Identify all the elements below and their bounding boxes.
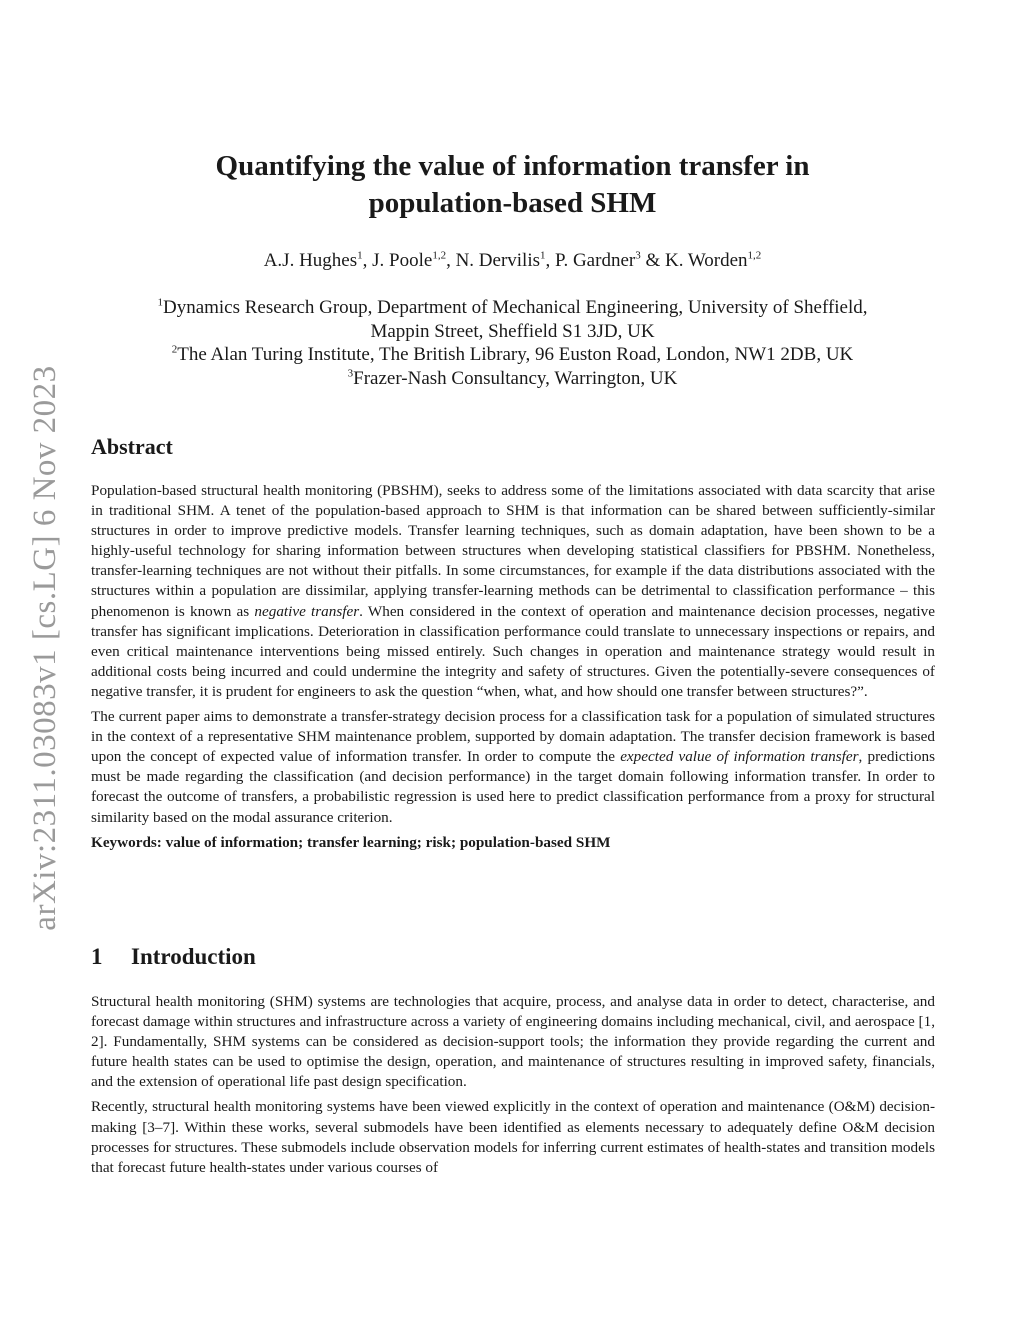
affiliation-mark: 2 <box>171 343 178 356</box>
section-title: Introduction <box>131 944 256 969</box>
text-run: , predictions must be made regarding the classification (and decision performance) in the target domain following information transfer. In order to forecast the outcome of transfers, a probabilistic regression is used here to predict classification performance from a proxy for structural similarity based on the modal assurance criterion. <box>91 748 936 826</box>
introduction-body <box>91 992 935 1183</box>
author-affiliation-mark: 1,2 <box>432 249 447 262</box>
text-run: The current paper aims to demonstrate a transfer-strategy decision process for a classification task for a population of simulated structures in the context of a representative SHM maintenance problem, supported by domain adaptation. The transfer decision framework is based upon the concept of expected value of information transfer. In order to compute the <box>91 708 935 766</box>
section-heading-introduction <box>91 944 256 970</box>
affiliation-1-address: Mappin Street, Sheffield S1 3JD, UK <box>370 320 655 342</box>
affiliation-2 <box>90 343 935 367</box>
author-affiliation-mark: 1 <box>357 249 363 262</box>
arxiv-identifier-stamp: arXiv:2311.03083v1 [cs.LG] 6 Nov 2023 <box>27 365 63 931</box>
intro-paragraph-1: Structural health monitoring (SHM) systems are technologies that acquire, process, and analyse data in order to detect, characterise, and forecast damage within structures and infrastructure across a variety of engineering domains including mechanical, civil, and aerospace [1, 2]. Fundamentally, SHM systems can be considered as decision-support tools; the information they provide regarding the current and future health states can be used to optimise the design, operation, and maintenance of structures resulting in improved safety, financials, and the extension of operational life past design specification. <box>91 993 935 1091</box>
paper-title <box>90 148 935 222</box>
author-name: K. Worden <box>664 250 748 271</box>
emphasis-negative-transfer: negative transfer <box>254 602 360 620</box>
affiliation-text: Dynamics Research Group, Department of Mechanical Engineering, University of Sheffield, <box>162 297 868 318</box>
affiliation-text: The Alan Turing Institute, The British Library, 96 Euston Road, London, NW1 2DB, UK <box>177 344 854 365</box>
title-line-1: Quantifying the value of information transfer in <box>215 150 810 182</box>
author-name: J. Poole <box>372 250 433 271</box>
text-run: Population-based structural health monitoring (PBSHM), seeks to address some of the limitations associated with data scarcity that arise in traditional SHM. A tenet of the population-based approach to SHM is that information can be shared between sufficiently-similar structures in order to improve predictive models. Transfer learning techniques, such as domain adaptation, have been shown to be a highly-useful technology for sharing information between structures when developing statistical classifiers for PBSHM. Nonetheless, transfer-learning techniques are not without their pitfalls. In some circumstances, for example if the data distributions associated with the structures within a population are dissimilar, applying transfer-learning methods can be detrimental to classification performance – this phenomenon is known as <box>91 482 935 620</box>
section-number: 1 <box>91 944 103 969</box>
author-name: P. Gardner <box>555 250 636 271</box>
abstract-paragraph-1 <box>91 481 935 702</box>
author-name: N. Dervilis <box>455 250 540 271</box>
keywords-line: Keywords: value of information; transfer learning; risk; population-based SHM <box>91 833 611 851</box>
author-affiliation-mark: 3 <box>635 249 641 262</box>
affiliation-1 <box>90 296 935 320</box>
author-affiliation-mark: 1 <box>540 249 546 262</box>
affiliation-3 <box>90 367 935 391</box>
abstract-paragraph-2 <box>91 707 935 828</box>
affiliation-list <box>90 296 935 390</box>
text-run: . When considered in the context of operation and maintenance decision processes, negative transfer has significant implications. Deterioration in classification performance could translate to unnecessary inspections or repairs, and even critical maintenance interventions being missed entirely. Such changes in operation and maintenance strategy would result in additional costs being incurred and could undermine the integrity and safety of structures. Given the potentially-severe consequences of negative transfer, it is prudent for engineers to ask the question “when, what, and how should one transfer between structures?”. <box>91 602 935 700</box>
author-affiliation-mark: 1,2 <box>747 249 762 262</box>
abstract-heading: Abstract <box>91 434 173 459</box>
affiliation-mark: 3 <box>347 367 354 380</box>
intro-paragraph-2: Recently, structural health monitoring systems have been viewed explicitly in the context of operation and maintenance (O&M) decision-making [3–7]. Within these works, several submodels have been identified as elements necessary to adequately define O&M decision processes for structures. These submodels include observation models for inferring current estimates of health-states and transition models that forecast future health-states under various courses of <box>91 1098 935 1176</box>
author-name: A.J. Hughes <box>263 250 358 271</box>
title-line-2: population-based SHM <box>368 187 657 219</box>
author-list: A.J. Hughes$^1$, J. Poole$^{1,2}$, N. Dervilis$^1$, P. Gardner$^3$ & K. Worden$^{1,2}$ <box>263 249 762 271</box>
affiliation-mark: 1 <box>157 296 163 309</box>
abstract-body <box>91 481 935 858</box>
emphasis-evoit: expected value of information transfer <box>620 748 859 766</box>
affiliation-text: Frazer-Nash Consultancy, Warrington, UK <box>353 367 678 389</box>
